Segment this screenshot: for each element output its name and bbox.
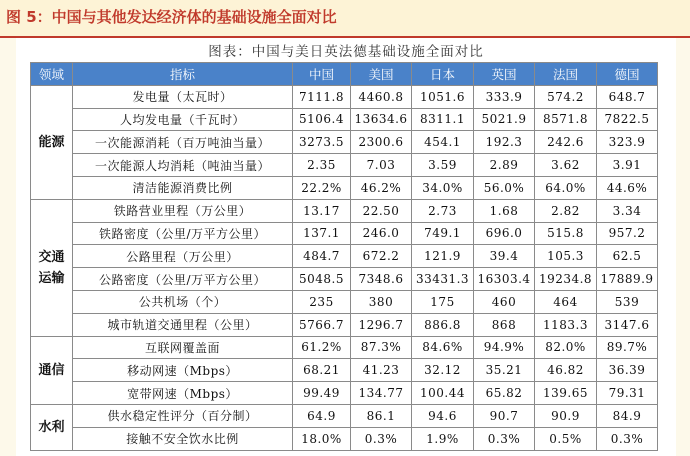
table-row: [31, 336, 658, 359]
value-cell: 41.23: [351, 359, 412, 382]
indicator-cell: 公共机场（个）: [73, 290, 293, 313]
comparison-table: [30, 62, 658, 451]
header-japan: 日本: [412, 63, 474, 86]
value-cell: 19234.8: [535, 268, 597, 291]
indicator-cell: 清洁能源消费比例: [73, 176, 293, 199]
value-cell: 22.2%: [293, 176, 351, 199]
value-cell: 3273.5: [293, 131, 351, 154]
table-row: [31, 427, 658, 450]
table-row: [31, 154, 658, 177]
indicator-cell: 一次能源消耗（百万吨油当量）: [73, 131, 293, 154]
page-title: 图 5：中国与其他发达经济体的基础设施全面对比: [6, 8, 337, 26]
value-cell: 94.9%: [474, 336, 535, 359]
indicator-cell: 一次能源人均消耗（吨油当量）: [73, 154, 293, 177]
value-cell: 464: [535, 290, 597, 313]
indicator-cell: 供水稳定性评分（百分制）: [73, 404, 293, 427]
value-cell: 3147.6: [597, 313, 658, 336]
value-cell: 749.1: [412, 222, 474, 245]
value-cell: 79.31: [597, 382, 658, 405]
figure-panel: [16, 38, 676, 456]
category-cell: 通信: [31, 336, 73, 404]
value-cell: 139.65: [535, 382, 597, 405]
value-cell: 84.6%: [412, 336, 474, 359]
value-cell: 46.2%: [351, 176, 412, 199]
value-cell: 46.82: [535, 359, 597, 382]
value-cell: 56.0%: [474, 176, 535, 199]
value-cell: 192.3: [474, 131, 535, 154]
value-cell: 82.0%: [535, 336, 597, 359]
header-france: 法国: [535, 63, 597, 86]
value-cell: 36.39: [597, 359, 658, 382]
value-cell: 89.7%: [597, 336, 658, 359]
header-china: 中国: [293, 63, 351, 86]
value-cell: 0.3%: [597, 427, 658, 450]
value-cell: 3.62: [535, 154, 597, 177]
value-cell: 87.3%: [351, 336, 412, 359]
value-cell: 22.50: [351, 199, 412, 222]
value-cell: 2.35: [293, 154, 351, 177]
value-cell: 121.9: [412, 245, 474, 268]
indicator-cell: 公路密度（公里/万平方公里）: [73, 268, 293, 291]
indicator-cell: 宽带网速（Mbps）: [73, 382, 293, 405]
value-cell: 13634.6: [351, 108, 412, 131]
table-row: [31, 176, 658, 199]
value-cell: 2.82: [535, 199, 597, 222]
value-cell: 0.3%: [474, 427, 535, 450]
table-row: [31, 199, 658, 222]
value-cell: 380: [351, 290, 412, 313]
indicator-cell: 互联网覆盖面: [73, 336, 293, 359]
value-cell: 7111.8: [293, 85, 351, 108]
value-cell: 175: [412, 290, 474, 313]
value-cell: 137.1: [293, 222, 351, 245]
value-cell: 61.2%: [293, 336, 351, 359]
value-cell: 1296.7: [351, 313, 412, 336]
value-cell: 39.4: [474, 245, 535, 268]
value-cell: 34.0%: [412, 176, 474, 199]
table-row: [31, 290, 658, 313]
value-cell: 84.9: [597, 404, 658, 427]
value-cell: 90.9: [535, 404, 597, 427]
table-row: [31, 245, 658, 268]
value-cell: 3.59: [412, 154, 474, 177]
value-cell: 5766.7: [293, 313, 351, 336]
header-germany: 德国: [597, 63, 658, 86]
value-cell: 35.21: [474, 359, 535, 382]
value-cell: 1051.6: [412, 85, 474, 108]
value-cell: 460: [474, 290, 535, 313]
value-cell: 1.9%: [412, 427, 474, 450]
category-cell: 交通 运输: [31, 199, 73, 336]
value-cell: 539: [597, 290, 658, 313]
header-indicator: 指标: [73, 63, 293, 86]
table-row: [31, 404, 658, 427]
page-header: [0, 0, 690, 38]
value-cell: 105.3: [535, 245, 597, 268]
value-cell: 2.89: [474, 154, 535, 177]
value-cell: 5021.9: [474, 108, 535, 131]
value-cell: 3.91: [597, 154, 658, 177]
value-cell: 44.6%: [597, 176, 658, 199]
value-cell: 672.2: [351, 245, 412, 268]
value-cell: 134.77: [351, 382, 412, 405]
value-cell: 4460.8: [351, 85, 412, 108]
indicator-cell: 铁路营业里程（万公里）: [73, 199, 293, 222]
value-cell: 13.17: [293, 199, 351, 222]
table-row: [31, 131, 658, 154]
value-cell: 17889.9: [597, 268, 658, 291]
value-cell: 1.68: [474, 199, 535, 222]
header-domain: 领域: [31, 63, 73, 86]
table-row: [31, 222, 658, 245]
value-cell: 7.03: [351, 154, 412, 177]
value-cell: 648.7: [597, 85, 658, 108]
value-cell: 0.5%: [535, 427, 597, 450]
value-cell: 868: [474, 313, 535, 336]
value-cell: 99.49: [293, 382, 351, 405]
value-cell: 235: [293, 290, 351, 313]
figure-caption: 图表：中国与美日英法德基础设施全面对比: [208, 44, 484, 60]
table-row: [31, 85, 658, 108]
table-row: [31, 313, 658, 336]
value-cell: 2300.6: [351, 131, 412, 154]
table-header-row: [31, 63, 658, 86]
table-row: [31, 108, 658, 131]
table-body: [31, 85, 658, 450]
value-cell: 1183.3: [535, 313, 597, 336]
header-uk: 英国: [474, 63, 535, 86]
value-cell: 8311.1: [412, 108, 474, 131]
value-cell: 2.73: [412, 199, 474, 222]
value-cell: 886.8: [412, 313, 474, 336]
value-cell: 5106.4: [293, 108, 351, 131]
value-cell: 0.3%: [351, 427, 412, 450]
value-cell: 515.8: [535, 222, 597, 245]
value-cell: 18.0%: [293, 427, 351, 450]
header-usa: 美国: [351, 63, 412, 86]
value-cell: 574.2: [535, 85, 597, 108]
indicator-cell: 铁路密度（公里/万平方公里）: [73, 222, 293, 245]
value-cell: 90.7: [474, 404, 535, 427]
value-cell: 100.44: [412, 382, 474, 405]
value-cell: 3.34: [597, 199, 658, 222]
indicator-cell: 发电量（太瓦时）: [73, 85, 293, 108]
value-cell: 68.21: [293, 359, 351, 382]
indicator-cell: 接触不安全饮水比例: [73, 427, 293, 450]
table-row: [31, 268, 658, 291]
value-cell: 7348.6: [351, 268, 412, 291]
value-cell: 64.0%: [535, 176, 597, 199]
category-cell: 能源: [31, 85, 73, 199]
indicator-cell: 公路里程（万公里）: [73, 245, 293, 268]
value-cell: 62.5: [597, 245, 658, 268]
value-cell: 454.1: [412, 131, 474, 154]
value-cell: 94.6: [412, 404, 474, 427]
value-cell: 484.7: [293, 245, 351, 268]
value-cell: 33431.3: [412, 268, 474, 291]
value-cell: 957.2: [597, 222, 658, 245]
value-cell: 64.9: [293, 404, 351, 427]
value-cell: 86.1: [351, 404, 412, 427]
table-row: [31, 382, 658, 405]
value-cell: 323.9: [597, 131, 658, 154]
indicator-cell: 人均发电量（千瓦时）: [73, 108, 293, 131]
value-cell: 7822.5: [597, 108, 658, 131]
indicator-cell: 城市轨道交通里程（公里）: [73, 313, 293, 336]
value-cell: 16303.4: [474, 268, 535, 291]
category-cell: 水利: [31, 404, 73, 450]
value-cell: 65.82: [474, 382, 535, 405]
value-cell: 696.0: [474, 222, 535, 245]
value-cell: 246.0: [351, 222, 412, 245]
value-cell: 242.6: [535, 131, 597, 154]
table-row: [31, 359, 658, 382]
indicator-cell: 移动网速（Mbps）: [73, 359, 293, 382]
value-cell: 8571.8: [535, 108, 597, 131]
value-cell: 5048.5: [293, 268, 351, 291]
value-cell: 333.9: [474, 85, 535, 108]
value-cell: 32.12: [412, 359, 474, 382]
